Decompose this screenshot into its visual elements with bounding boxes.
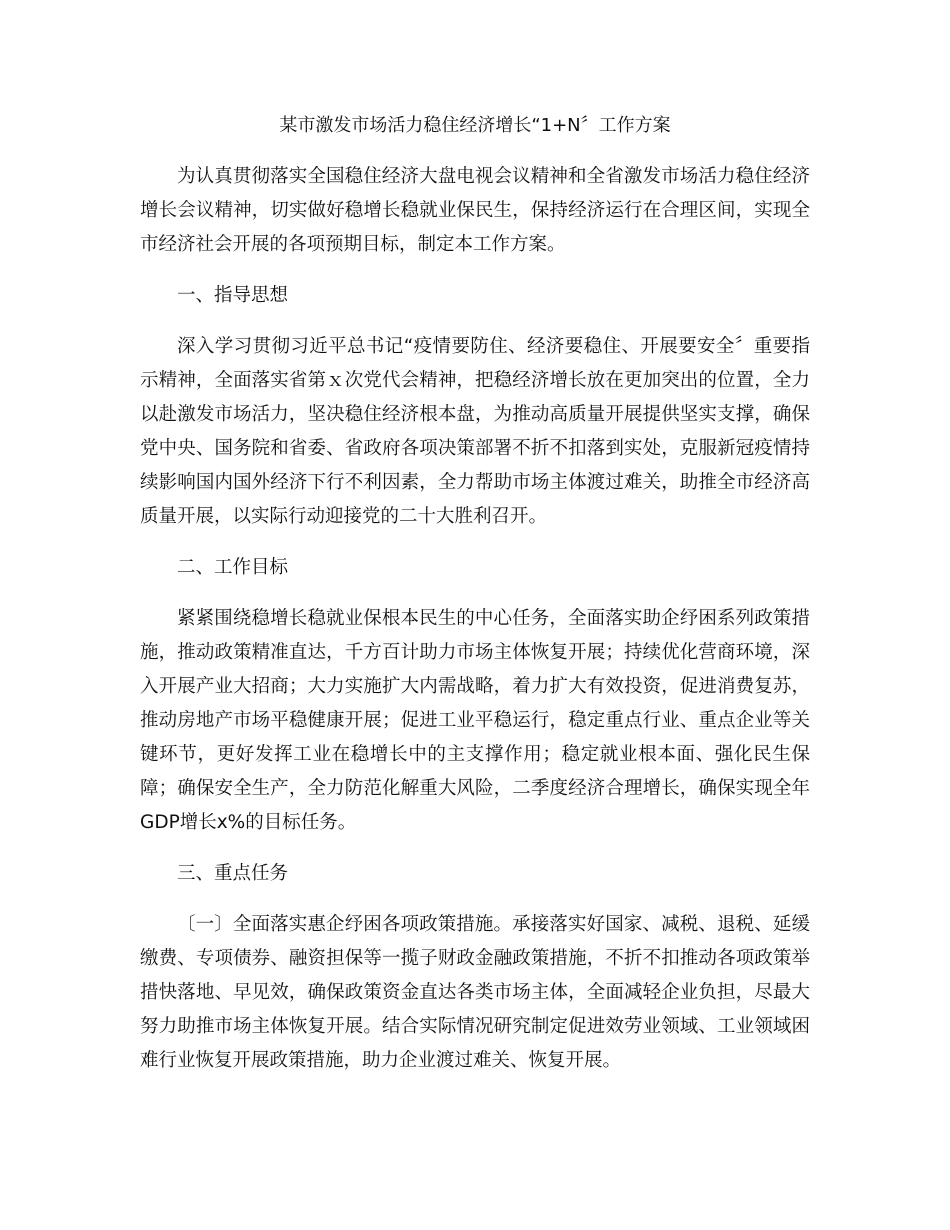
section-body-work-goals: 紧紧围绕稳增长稳就业保根本民生的中心任务，全面落实助企纾困系列政策措施，推动政策精准直达，千方百计助力市场主体恢复开展；持续优化营商环境，深入开展产业大招商；大力实施扩大内需战略，着力扩大有效投资，促进消费复苏，推动房地产市场平稳健康开展；促进工业平稳运行，稳定重点行业、重点企业等关键环节，更好发挥工业在稳增长中的主支撑作用；稳定就业根本面、强化民生保障；确保安全生产，全力防范化解重大风险，二季度经济合理增长，确保实现全年GDP增长x%的目标任务。 xyxy=(140,608,810,833)
intro-paragraph: 为认真贯彻落实全国稳住经济大盘电视会议精神和全省激发市场活力稳住经济增长会议精神，切实做好稳增长稳就业保民生，保持经济运行在合理区间，实现全市经济社会开展的各项预期目标，制定本工作方案。 xyxy=(140,166,810,255)
section-heading-work-goals: 二、工作目标 xyxy=(177,557,289,578)
section-body-key-tasks: 〔一〕全面落实惠企纾困各项政策措施。承接落实好国家、减税、退税、延缓缴费、专项债券、融资担保等一揽子财政金融政策措施，不折不扣推动各项政策举措快落地、早见效，确保政策资金直达各类市场主体，全面减轻企业负担，尽最大努力助推市场主体恢复开展。结合实际情况研究制定促进效劳业领域、工业领域困难行业恢复开展政策措施，助力企业渡过难关、恢复开展。 xyxy=(140,914,810,1071)
document-body xyxy=(140,112,810,1095)
section-heading-key-tasks: 三、重点任务 xyxy=(177,863,289,884)
section-heading-guiding-ideology: 一、指导思想 xyxy=(177,285,289,306)
section-body-guiding-ideology: 深入学习贯彻习近平总书记“疫情要防住、经济要稳住、开展要安全〞重要指示精神，全面落实省第ｘ次党代会精神，把稳经济增长放在更加突出的位置，全力以赴激发市场活力，坚决稳住经济根本盘，为推动高质量开展提供坚实支撑，确保党中央、国务院和省委、省政府各项决策部署不折不扣落到实处，克服新冠疫情持续影响国内国外经济下行不利因素，全力帮助市场主体渡过难关，助推全市经济高质量开展，以实际行动迎接党的二十大胜利召开。 xyxy=(140,336,810,527)
document-title: 某市激发市场活力稳住经济增长“1+N〞工作方案 xyxy=(279,115,671,136)
